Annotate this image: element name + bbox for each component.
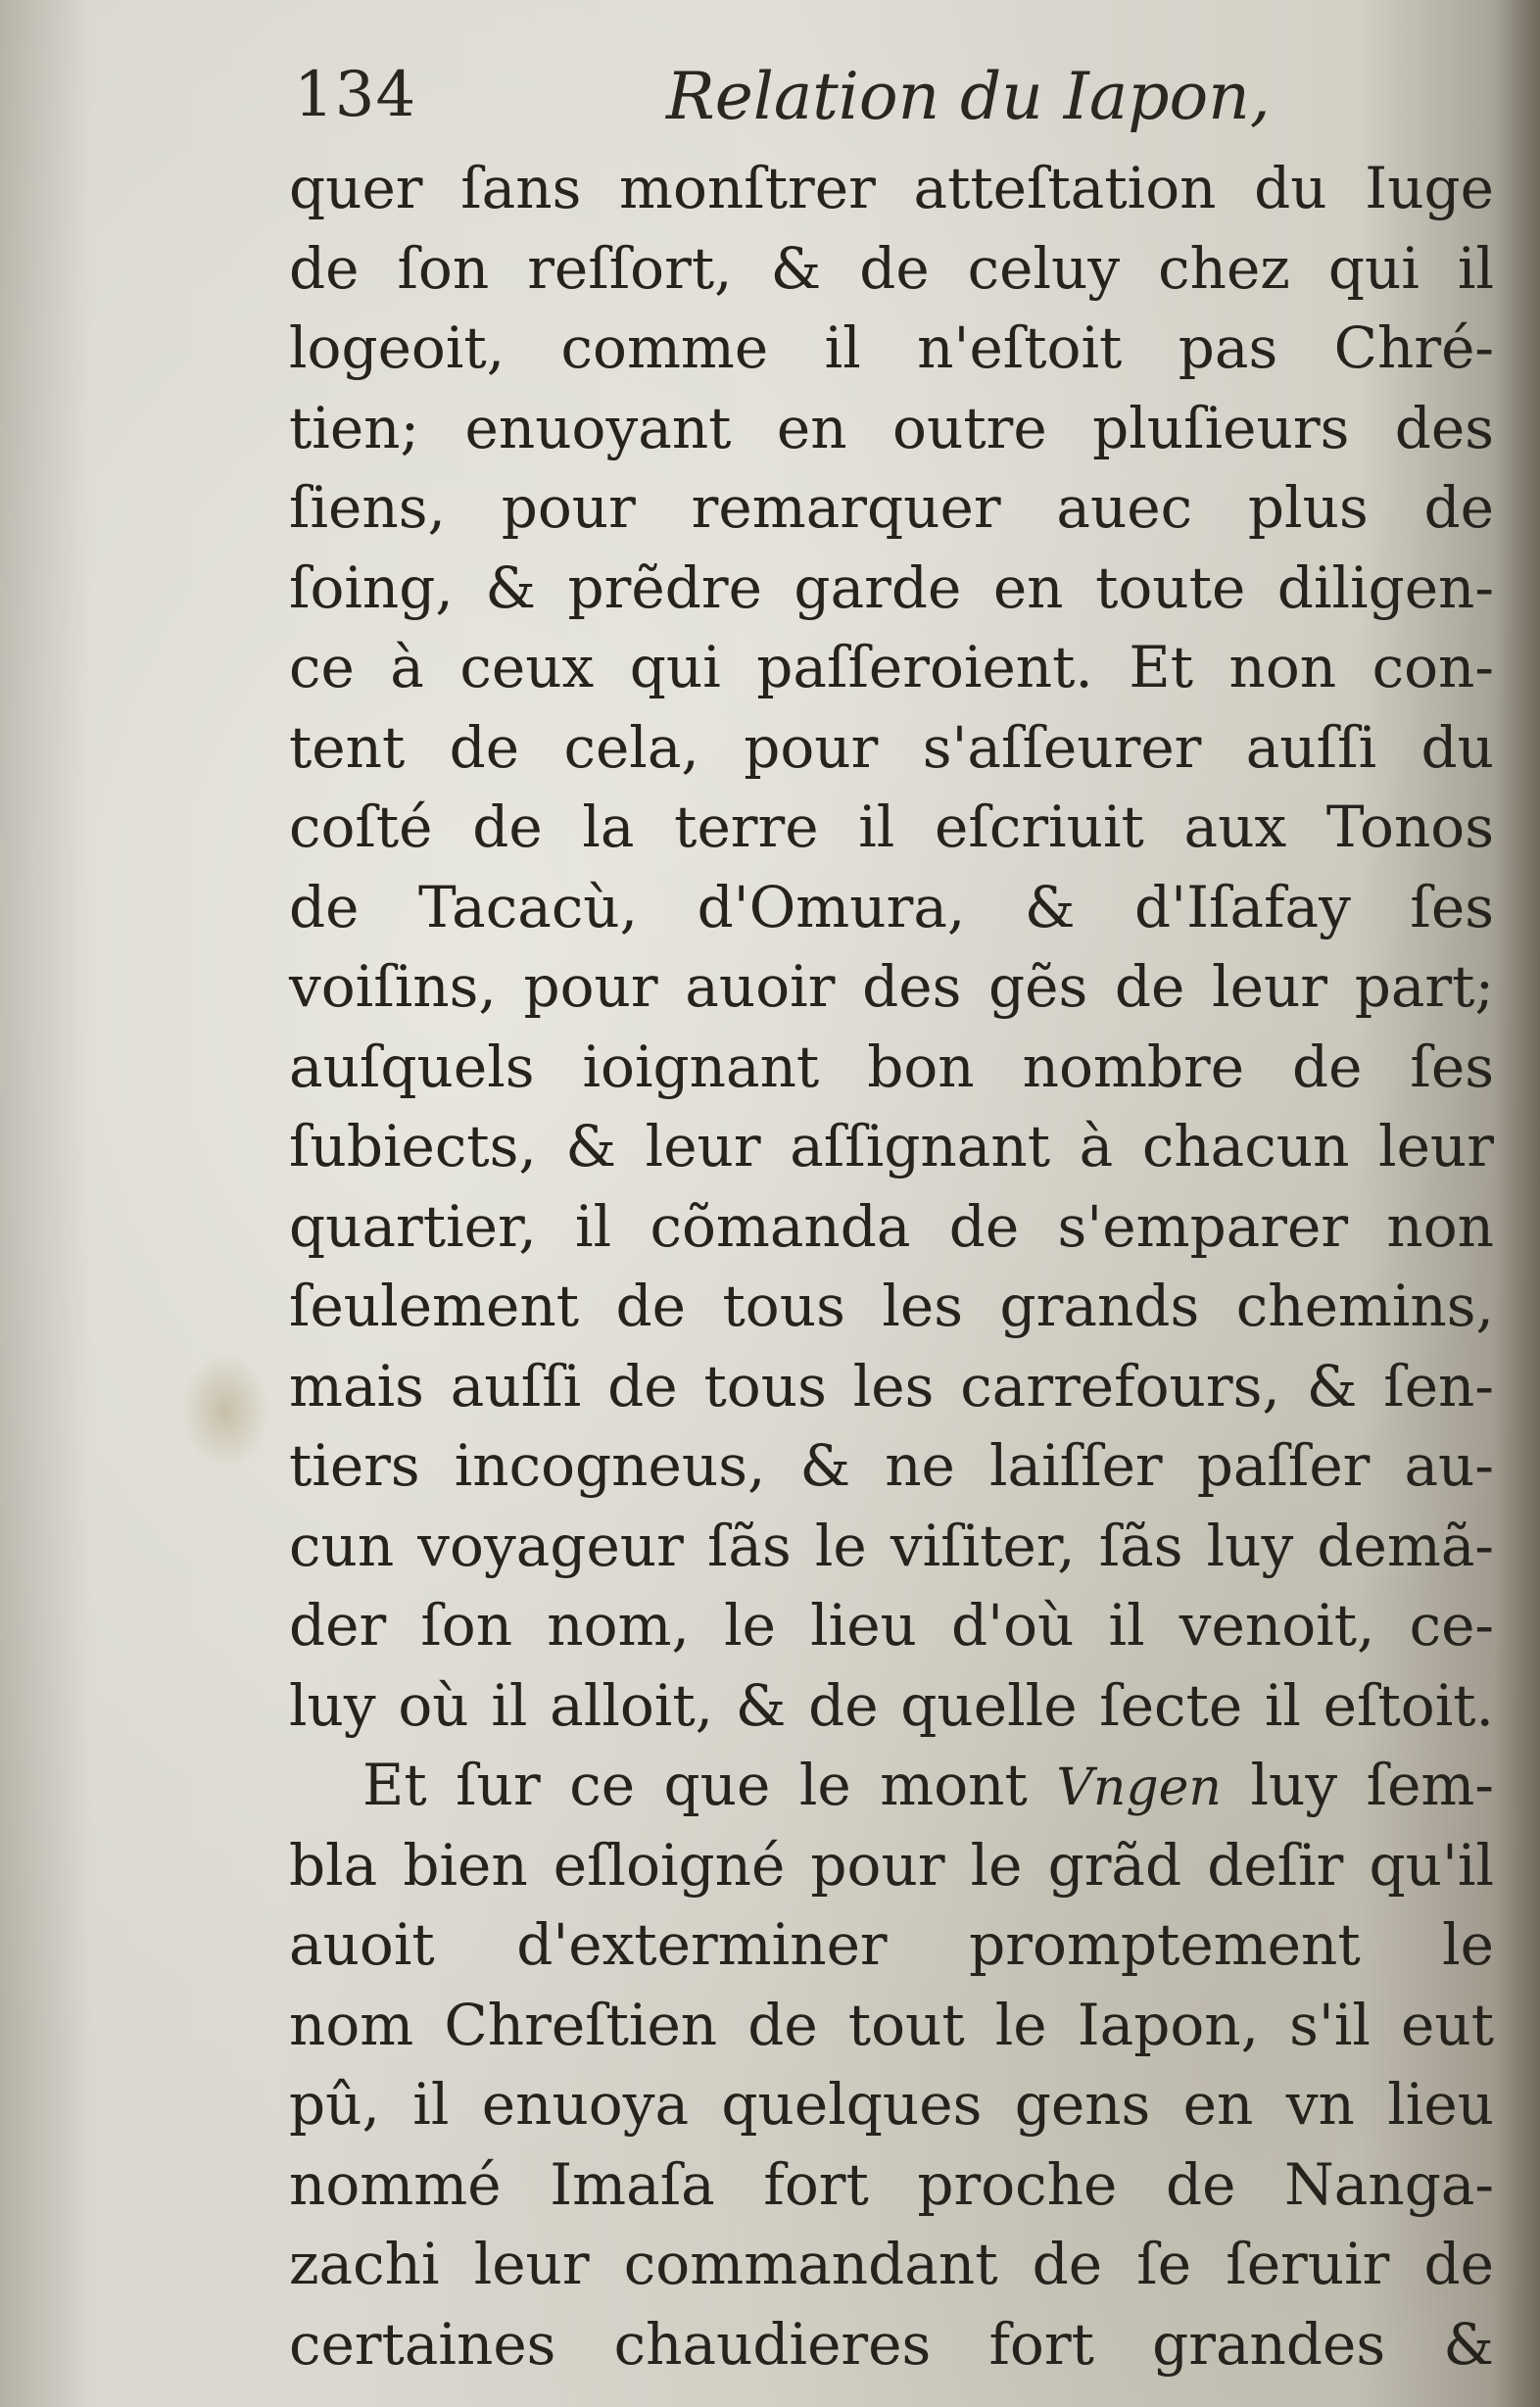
italic-place-name: Vngen bbox=[1056, 1758, 1222, 1817]
text-line: cun voyageur ſãs le viſiter, ſãs luy demã- bbox=[289, 1512, 1494, 1579]
body-text bbox=[289, 149, 1494, 2384]
text-line: ſiens, pour remarquer auec plus de bbox=[289, 474, 1494, 541]
running-title: Relation du Iapon, bbox=[666, 59, 1271, 134]
text-line: ſeulement de tous les grands chemins, bbox=[289, 1273, 1494, 1339]
text-line: ſoing, & prẽdre garde en toute diligen- bbox=[289, 554, 1494, 621]
text-line: luy où il alloit, & de quelle ſecte il eſtoit. bbox=[289, 1671, 1494, 1739]
text-line: nom Chreſtien de tout le Iapon, s'il eut bbox=[289, 1991, 1494, 2058]
text-segment: luy ſem- bbox=[1250, 1752, 1495, 1818]
text-line: auſquels ioignant bon nombre de ſes bbox=[289, 1033, 1494, 1100]
paragraph-first-line bbox=[289, 1746, 1494, 1826]
text-line: zachi leur commandant de ſe ſeruir de bbox=[289, 2231, 1494, 2297]
text-line: de ſon reſſort, & de celuy chez qui il bbox=[289, 234, 1494, 302]
text-segment: Et ſur ce que le mont bbox=[362, 1752, 1028, 1818]
text-line: pû, il enuoya quelques gens en vn lieu bbox=[289, 2071, 1494, 2138]
text-line: de Tacacù, d'Omura, & d'Iſafay ſes bbox=[289, 873, 1494, 940]
text-line: ſubiects, & leur aſſignant à chacun leur bbox=[289, 1113, 1494, 1179]
text-line: nommé Imaſa fort proche de Nanga- bbox=[289, 2150, 1494, 2218]
text-line: bla bien eſloigné pour le grãd deſir qu'il bbox=[289, 1831, 1494, 1899]
text-line: quer ſans monſtrer atteſtation du Iuge bbox=[289, 155, 1494, 221]
text-line: ce à ceux qui paſſeroient. Et non con- bbox=[289, 634, 1494, 700]
page-header bbox=[284, 51, 1489, 139]
text-line: tiers incogneus, & ne laiſſer paſſer au- bbox=[289, 1432, 1494, 1499]
text-line: coſté de la terre il eſcriuit aux Tonos bbox=[289, 794, 1494, 860]
text-line: mais auſſi de tous les carrefours, & ſen- bbox=[289, 1352, 1494, 1420]
text-line: logeoit, comme il n'eſtoit pas Chré- bbox=[289, 314, 1494, 381]
paper-stain bbox=[181, 1352, 269, 1469]
text-line: voiſins, pour auoir des gẽs de leur part; bbox=[289, 953, 1494, 1020]
text-line: certaines chaudieres fort grandes & bbox=[289, 2310, 1494, 2378]
text-line: tien; enuoyant en outre pluſieurs des bbox=[289, 394, 1494, 461]
text-line: tent de cela, pour s'aſſeurer auſſi du bbox=[289, 713, 1494, 781]
text-line: der ſon nom, le lieu d'où il venoit, ce- bbox=[289, 1592, 1494, 1659]
page-number: 134 bbox=[294, 59, 417, 131]
text-line: quartier, il cõmanda de s'emparer non bbox=[289, 1192, 1494, 1260]
text-line: auoit d'exterminer promptement le bbox=[289, 1911, 1494, 1978]
